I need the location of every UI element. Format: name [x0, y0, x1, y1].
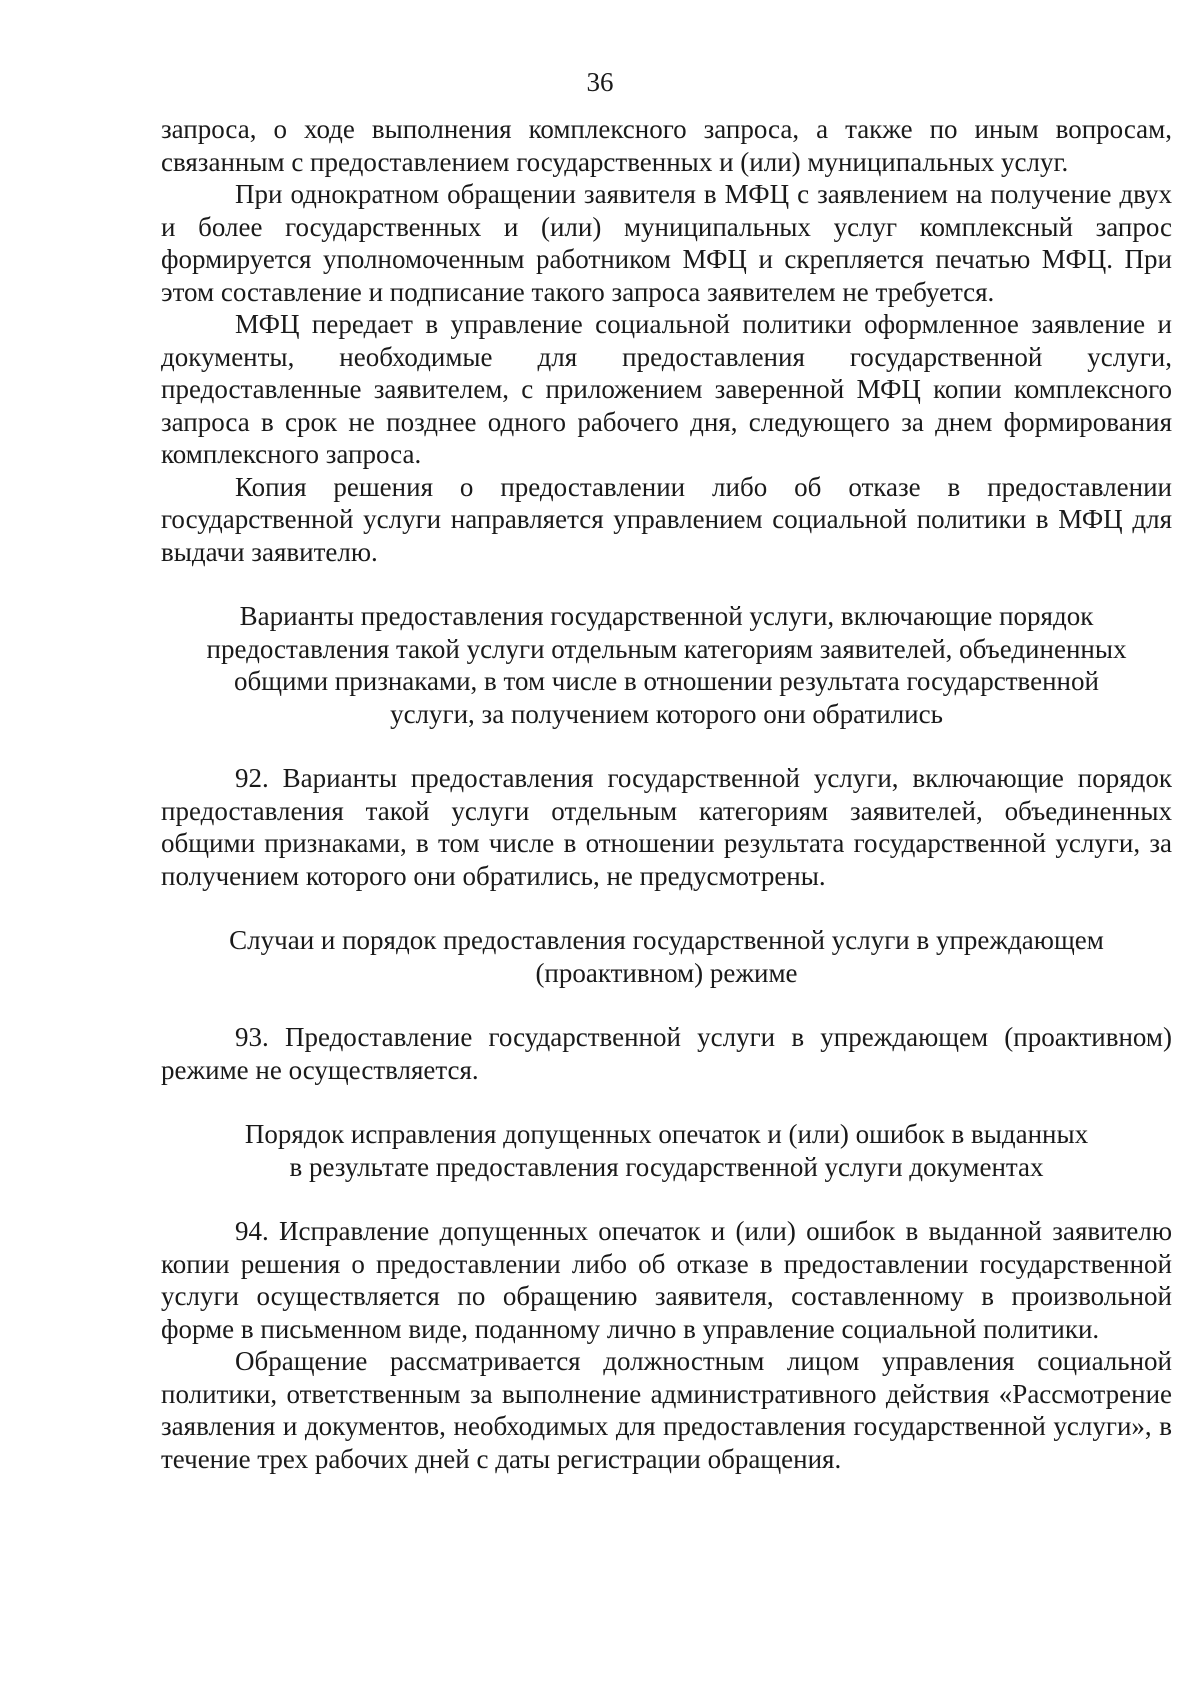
document-body — [161, 113, 1172, 1475]
heading-line: Случаи и порядок предоставления государственной услуги в упреждающем — [229, 925, 1104, 955]
heading-service-variants — [161, 600, 1172, 730]
heading-line: услуги, за получением которого они обратились — [390, 698, 943, 729]
heading-proactive-mode — [161, 924, 1172, 989]
paragraph-94-continued: Обращение рассматривается должностным лицом управления социальной политики, ответственным за выполнение административного действия «Рассмотрение заявления и документов, необходимых для предоставления государственной услуги», в течение трех рабочих дней с даты регистрации обращения. — [161, 1346, 1172, 1474]
paragraph-mfc-transfer: МФЦ передает в управление социальной политики оформленное заявление и документы, необходимые для предоставления государственной услуги, предоставленные заявителем, с приложением заверенной МФЦ копии комплексного запроса в срок не позднее одного рабочего дня, следующего за днем формирования комплексного запроса. — [161, 309, 1172, 469]
paragraph-continuation: запроса, о ходе выполнения комплексного запроса, а также по иным вопросам, связанным с предоставлением государственных и (или) муниципальных услуг. — [161, 114, 1172, 177]
paragraph-complex-request: При однократном обращении заявителя в МФЦ с заявлением на получение двух и более государственных и (или) муниципальных услуг комплексный запрос формируется уполномоченным работником МФЦ и скрепляется печатью МФЦ. При этом составление и подписание такого запроса заявителем не требуется. — [161, 179, 1172, 307]
page-number: 36 — [586, 67, 614, 97]
heading-line: Варианты предоставления государственной услуги, включающие порядок — [239, 601, 1094, 631]
paragraph-94: 94. Исправление допущенных опечаток и (или) ошибок в выданной заявителю копии решения о предоставлении либо об отказе в предоставлении государственной услуги осуществляется по обращению заявителя, составленному в произвольной форме в письменном виде, поданному лично в управление социальной политики. — [161, 1216, 1172, 1344]
heading-line: в результате предоставления государственной услуги документах — [289, 1151, 1044, 1182]
heading-line: общими признаками, в том числе в отношении результата государственной — [234, 666, 1099, 696]
heading-error-correction — [161, 1118, 1172, 1183]
heading-line: предоставления такой услуги отдельным категориям заявителей, объединенных — [206, 633, 1127, 664]
paragraph-93: 93. Предоставление государственной услуги в упреждающем (проактивном) режиме не осуществляется. — [161, 1022, 1172, 1085]
paragraph-92: 92. Варианты предоставления государственной услуги, включающие порядок предоставления такой услуги отдельным категориям заявителей, объединенных общими признаками, в том числе в отношении результата государственной услуги, за получением которого они обратились, не предусмотрены. — [161, 763, 1172, 891]
heading-line: Порядок исправления допущенных опечаток и (или) ошибок в выданных — [244, 1119, 1089, 1149]
paragraph-decision-copy: Копия решения о предоставлении либо об отказе в предоставлении государственной услуги направляется управлением социальной политики в МФЦ для выдачи заявителю. — [161, 471, 1172, 567]
heading-line: (проактивном) режиме — [535, 957, 798, 988]
